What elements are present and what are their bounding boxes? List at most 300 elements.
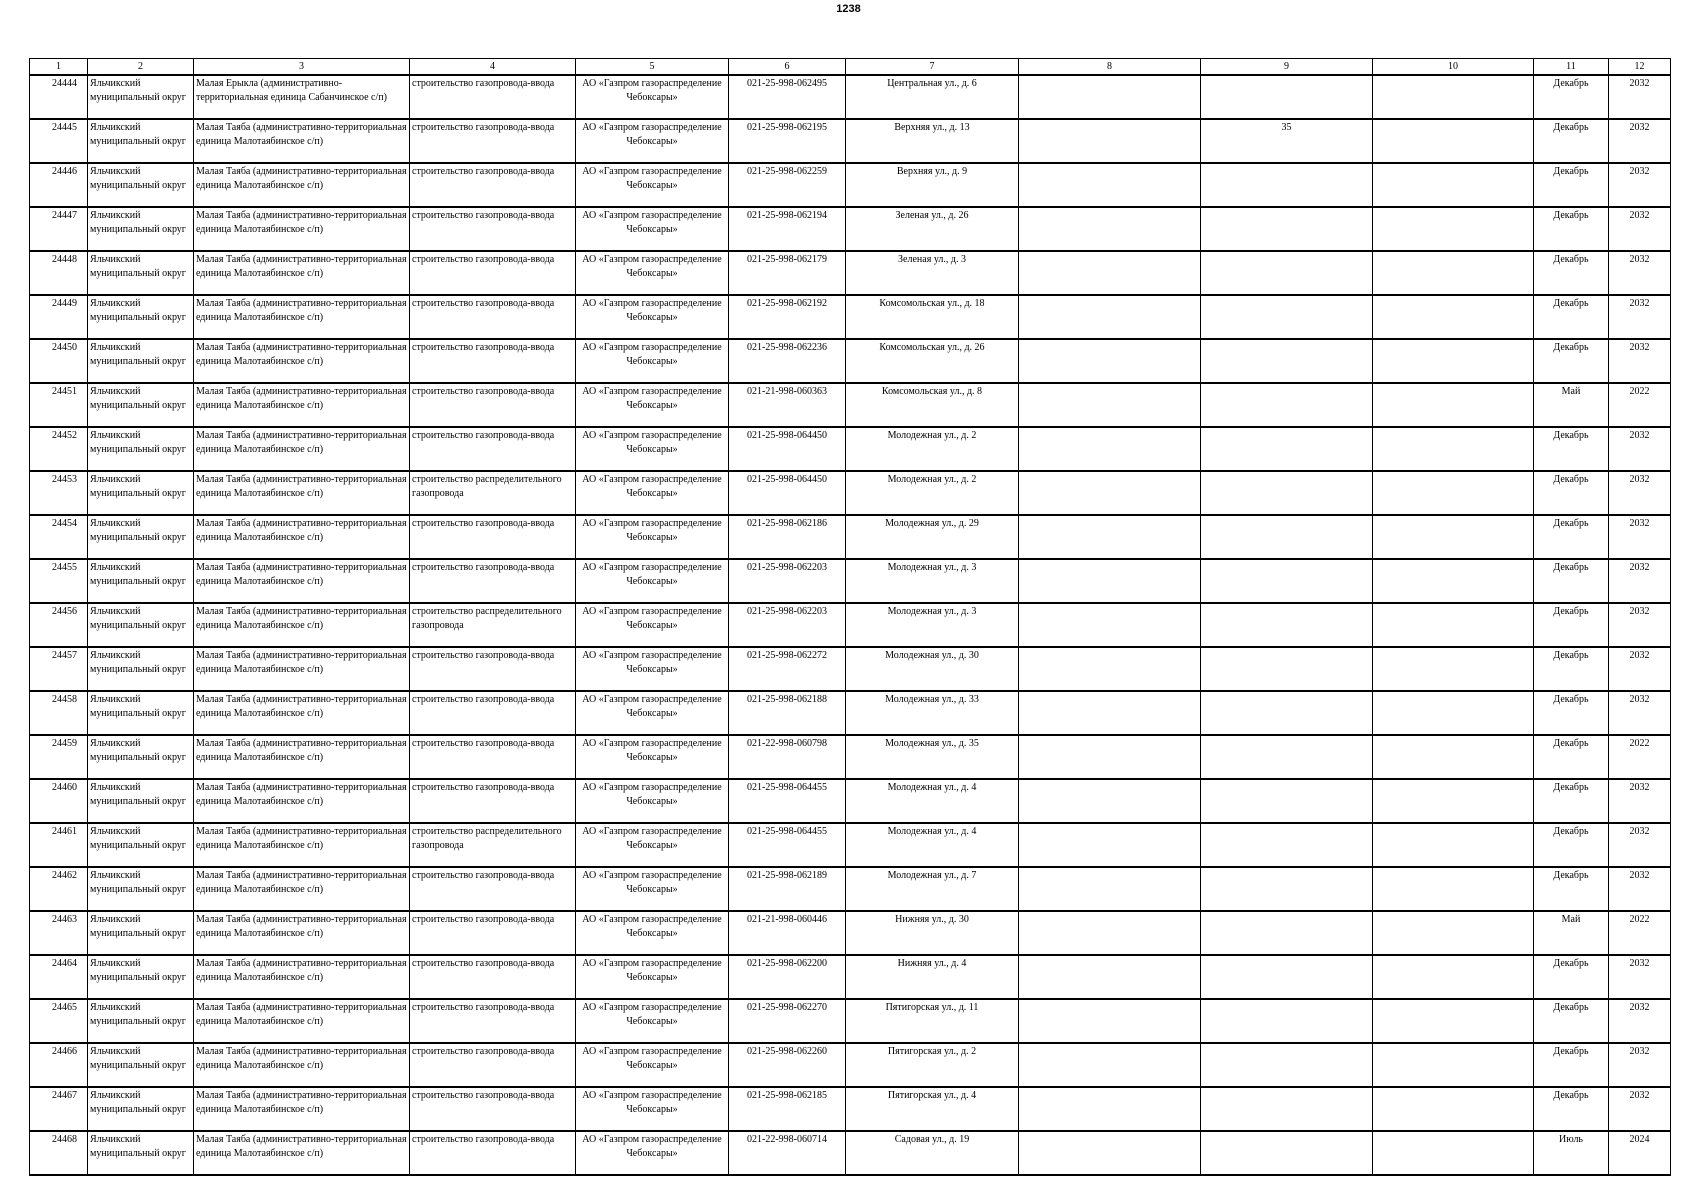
work-type-cell-text: строительство газопровода-ввода	[412, 914, 555, 925]
organization-cell	[576, 515, 729, 559]
work-type-cell-text: строительство распределительного газопровода	[412, 606, 562, 631]
column-8-cell	[1019, 427, 1201, 471]
code-cell-text: 021-25-998-064450	[747, 474, 827, 485]
row-number	[30, 867, 88, 911]
work-type-cell-text: строительство газопровода-ввода	[412, 122, 555, 133]
address-cell	[846, 955, 1019, 999]
row-number-text: 24459	[52, 738, 77, 749]
locality-cell	[194, 647, 410, 691]
code-cell	[729, 427, 846, 471]
column-header: 12	[1609, 59, 1671, 76]
code-cell-text: 021-25-998-062270	[747, 1002, 827, 1013]
column-9-cell	[1201, 339, 1373, 383]
work-type-cell	[410, 735, 576, 779]
table-row	[30, 75, 1671, 119]
address-cell-text: Центральная ул., д. 6	[887, 78, 977, 89]
code-cell	[729, 207, 846, 251]
locality-cell-text: Малая Таяба (административно-территориальная единица Малотаябинское с/п)	[196, 342, 407, 367]
column-8-cell	[1019, 119, 1201, 163]
month-cell-text: Декабрь	[1553, 606, 1589, 617]
year-cell-text: 2032	[1629, 562, 1650, 573]
locality-cell	[194, 867, 410, 911]
district-cell-text: Яльчикский муниципальный округ	[90, 474, 186, 499]
year-cell	[1609, 163, 1671, 207]
organization-cell	[576, 999, 729, 1043]
work-type-cell	[410, 163, 576, 207]
table-row	[30, 823, 1671, 867]
month-cell	[1534, 647, 1609, 691]
table-row	[30, 339, 1671, 383]
row-number-text: 24456	[52, 606, 77, 617]
year-cell-text: 2032	[1629, 606, 1650, 617]
row-number	[30, 691, 88, 735]
district-cell-text: Яльчикский муниципальный округ	[90, 210, 186, 235]
month-cell	[1534, 471, 1609, 515]
work-type-cell	[410, 999, 576, 1043]
year-cell-text: 2032	[1629, 1002, 1650, 1013]
district-cell-text: Яльчикский муниципальный округ	[90, 738, 186, 763]
district-cell	[88, 427, 194, 471]
column-9-cell	[1201, 383, 1373, 427]
locality-cell	[194, 559, 410, 603]
row-number	[30, 603, 88, 647]
year-cell	[1609, 295, 1671, 339]
address-cell	[846, 911, 1019, 955]
district-cell	[88, 735, 194, 779]
column-header: 11	[1534, 59, 1609, 76]
year-cell	[1609, 603, 1671, 647]
district-cell-text: Яльчикский муниципальный округ	[90, 1046, 186, 1071]
year-cell	[1609, 383, 1671, 427]
work-type-cell-text: строительство газопровода-ввода	[412, 562, 555, 573]
month-cell	[1534, 559, 1609, 603]
month-cell	[1534, 427, 1609, 471]
table-row	[30, 999, 1671, 1043]
district-cell-text: Яльчикский муниципальный округ	[90, 78, 186, 103]
row-number-text: 24453	[52, 474, 77, 485]
district-cell-text: Яльчикский муниципальный округ	[90, 166, 186, 191]
column-8-cell	[1019, 1043, 1201, 1087]
column-8-cell	[1019, 999, 1201, 1043]
registry-table	[29, 58, 1671, 1176]
table-row	[30, 603, 1671, 647]
row-number-text: 24464	[52, 958, 77, 969]
organization-cell	[576, 251, 729, 295]
work-type-cell	[410, 603, 576, 647]
work-type-cell	[410, 207, 576, 251]
code-cell	[729, 515, 846, 559]
year-cell	[1609, 75, 1671, 119]
row-number	[30, 119, 88, 163]
column-10-cell	[1373, 779, 1534, 823]
district-cell-text: Яльчикский муниципальный округ	[90, 958, 186, 983]
organization-cell-text: АО «Газпром газораспределение Чебоксары»	[582, 914, 722, 939]
address-cell	[846, 427, 1019, 471]
organization-cell-text: АО «Газпром газораспределение Чебоксары»	[582, 958, 722, 983]
district-cell	[88, 515, 194, 559]
year-cell	[1609, 207, 1671, 251]
row-number-text: 24448	[52, 254, 77, 265]
district-cell	[88, 911, 194, 955]
organization-cell-text: АО «Газпром газораспределение Чебоксары»	[582, 1090, 722, 1115]
year-cell-text: 2032	[1629, 694, 1650, 705]
organization-cell-text: АО «Газпром газораспределение Чебоксары»	[582, 298, 722, 323]
code-cell	[729, 383, 846, 427]
locality-cell	[194, 603, 410, 647]
month-cell-text: Декабрь	[1553, 298, 1589, 309]
locality-cell-text: Малая Таяба (административно-территориальная единица Малотаябинское с/п)	[196, 1046, 407, 1071]
organization-cell-text: АО «Газпром газораспределение Чебоксары»	[582, 386, 722, 411]
code-cell	[729, 691, 846, 735]
code-cell	[729, 559, 846, 603]
locality-cell-text: Малая Таяба (административно-территориальная единица Малотаябинское с/п)	[196, 122, 407, 147]
address-cell	[846, 75, 1019, 119]
month-cell	[1534, 735, 1609, 779]
row-number-text: 24449	[52, 298, 77, 309]
district-cell	[88, 647, 194, 691]
work-type-cell-text: строительство газопровода-ввода	[412, 650, 555, 661]
organization-cell-text: АО «Газпром газораспределение Чебоксары»	[582, 254, 722, 279]
address-cell-text: Молодежная ул., д. 35	[885, 738, 979, 749]
month-cell	[1534, 207, 1609, 251]
month-cell-text: Май	[1561, 386, 1581, 397]
column-9-cell	[1201, 251, 1373, 295]
code-cell-text: 021-22-998-060714	[747, 1134, 827, 1145]
locality-cell-text: Малая Таяба (административно-территориальная единица Малотаябинское с/п)	[196, 650, 407, 675]
year-cell	[1609, 867, 1671, 911]
work-type-cell	[410, 471, 576, 515]
address-cell-text: Зеленая ул., д. 3	[898, 254, 966, 265]
district-cell	[88, 383, 194, 427]
column-header: 6	[729, 59, 846, 76]
district-cell	[88, 1087, 194, 1131]
district-cell	[88, 1043, 194, 1087]
column-header: 1	[30, 59, 88, 76]
row-number-text: 24450	[52, 342, 77, 353]
row-number	[30, 75, 88, 119]
year-cell-text: 2032	[1629, 166, 1650, 177]
year-cell-text: 2022	[1629, 738, 1650, 749]
month-cell	[1534, 75, 1609, 119]
month-cell-text: Декабрь	[1553, 562, 1589, 573]
code-cell-text: 021-25-998-062272	[747, 650, 827, 661]
code-cell-text: 021-21-998-060446	[747, 914, 827, 925]
district-cell-text: Яльчикский муниципальный округ	[90, 1002, 186, 1027]
year-cell-text: 2032	[1629, 342, 1650, 353]
code-cell-text: 021-25-998-062189	[747, 870, 827, 881]
code-cell-text: 021-25-998-062185	[747, 1090, 827, 1101]
organization-cell-text: АО «Газпром газораспределение Чебоксары»	[582, 78, 722, 103]
work-type-cell-text: строительство газопровода-ввода	[412, 430, 555, 441]
year-cell	[1609, 339, 1671, 383]
locality-cell	[194, 471, 410, 515]
organization-cell-text: АО «Газпром газораспределение Чебоксары»	[582, 694, 722, 719]
organization-cell	[576, 1043, 729, 1087]
work-type-cell	[410, 295, 576, 339]
column-header: 8	[1019, 59, 1201, 76]
month-cell-text: Декабрь	[1553, 342, 1589, 353]
year-cell-text: 2032	[1629, 782, 1650, 793]
year-cell-text: 2032	[1629, 254, 1650, 265]
column-9-cell	[1201, 911, 1373, 955]
locality-cell-text: Малая Таяба (административно-территориальная единица Малотаябинское с/п)	[196, 1134, 407, 1159]
code-cell	[729, 955, 846, 999]
address-cell	[846, 823, 1019, 867]
row-number-text: 24458	[52, 694, 77, 705]
locality-cell-text: Малая Ерыкла (административно-территориальная единица Сабанчинское с/п)	[196, 78, 387, 103]
organization-cell	[576, 163, 729, 207]
locality-cell	[194, 339, 410, 383]
code-cell	[729, 603, 846, 647]
address-cell-text: Пятигорская ул., д. 2	[887, 1046, 977, 1057]
organization-cell	[576, 779, 729, 823]
address-cell	[846, 251, 1019, 295]
district-cell-text: Яльчикский муниципальный округ	[90, 694, 186, 719]
locality-cell	[194, 383, 410, 427]
code-cell-text: 021-25-998-062200	[747, 958, 827, 969]
code-cell-text: 021-25-998-062495	[747, 78, 827, 89]
year-cell	[1609, 911, 1671, 955]
year-cell	[1609, 515, 1671, 559]
work-type-cell-text: строительство газопровода-ввода	[412, 958, 555, 969]
district-cell-text: Яльчикский муниципальный округ	[90, 562, 186, 587]
column-10-cell	[1373, 559, 1534, 603]
column-8-cell	[1019, 647, 1201, 691]
work-type-cell-text: строительство газопровода-ввода	[412, 1002, 555, 1013]
column-8-cell	[1019, 911, 1201, 955]
year-cell-text: 2032	[1629, 650, 1650, 661]
district-cell	[88, 295, 194, 339]
code-cell-text: 021-25-998-062188	[747, 694, 827, 705]
work-type-cell-text: строительство газопровода-ввода	[412, 342, 555, 353]
district-cell-text: Яльчикский муниципальный округ	[90, 254, 186, 279]
code-cell	[729, 119, 846, 163]
column-8-cell	[1019, 735, 1201, 779]
locality-cell	[194, 1043, 410, 1087]
row-number	[30, 559, 88, 603]
year-cell	[1609, 119, 1671, 163]
column-9-cell	[1201, 75, 1373, 119]
column-8-cell	[1019, 383, 1201, 427]
month-cell	[1534, 779, 1609, 823]
column-10-cell	[1373, 999, 1534, 1043]
work-type-cell	[410, 559, 576, 603]
column-number-row	[30, 59, 1671, 76]
district-cell	[88, 691, 194, 735]
code-cell-text: 021-25-998-064455	[747, 782, 827, 793]
column-10-cell	[1373, 471, 1534, 515]
column-8-cell	[1019, 691, 1201, 735]
organization-cell	[576, 647, 729, 691]
district-cell	[88, 339, 194, 383]
code-cell	[729, 779, 846, 823]
row-number	[30, 427, 88, 471]
year-cell-text: 2032	[1629, 826, 1650, 837]
locality-cell-text: Малая Таяба (административно-территориальная единица Малотаябинское с/п)	[196, 298, 407, 323]
organization-cell	[576, 1131, 729, 1175]
work-type-cell-text: строительство газопровода-ввода	[412, 210, 555, 221]
month-cell	[1534, 515, 1609, 559]
organization-cell-text: АО «Газпром газораспределение Чебоксары»	[582, 1046, 722, 1071]
row-number-text: 24467	[52, 1090, 77, 1101]
organization-cell-text: АО «Газпром газораспределение Чебоксары»	[582, 166, 722, 191]
district-cell-text: Яльчикский муниципальный округ	[90, 782, 186, 807]
year-cell	[1609, 691, 1671, 735]
organization-cell-text: АО «Газпром газораспределение Чебоксары»	[582, 122, 722, 147]
row-number-text: 24446	[52, 166, 77, 177]
column-10-cell	[1373, 515, 1534, 559]
row-number	[30, 295, 88, 339]
address-cell-text: Молодежная ул., д. 3	[887, 606, 977, 617]
work-type-cell	[410, 427, 576, 471]
month-cell-text: Декабрь	[1553, 1046, 1589, 1057]
organization-cell	[576, 471, 729, 515]
page-number: 1238	[836, 3, 861, 15]
column-10-cell	[1373, 207, 1534, 251]
locality-cell	[194, 691, 410, 735]
district-cell	[88, 867, 194, 911]
locality-cell	[194, 75, 410, 119]
district-cell-text: Яльчикский муниципальный округ	[90, 826, 186, 851]
code-cell	[729, 251, 846, 295]
column-10-cell	[1373, 603, 1534, 647]
table-row	[30, 735, 1671, 779]
code-cell-text: 021-22-998-060798	[747, 738, 827, 749]
column-10-cell	[1373, 955, 1534, 999]
locality-cell-text: Малая Таяба (административно-территориальная единица Малотаябинское с/п)	[196, 166, 407, 191]
year-cell	[1609, 1043, 1671, 1087]
column-9-cell	[1201, 647, 1373, 691]
month-cell	[1534, 119, 1609, 163]
table-row	[30, 119, 1671, 163]
table-row	[30, 1131, 1671, 1175]
work-type-cell	[410, 383, 576, 427]
month-cell-text: Декабрь	[1553, 210, 1589, 221]
table-row	[30, 383, 1671, 427]
row-number-text: 24455	[52, 562, 77, 573]
organization-cell-text: АО «Газпром газораспределение Чебоксары»	[582, 606, 722, 631]
work-type-cell	[410, 1087, 576, 1131]
column-10-cell	[1373, 75, 1534, 119]
address-cell-text: Комсомольская ул., д. 8	[881, 386, 983, 397]
organization-cell-text: АО «Газпром газораспределение Чебоксары»	[582, 210, 722, 235]
address-cell-text: Комсомольская ул., д. 26	[879, 342, 985, 353]
year-cell-text: 2032	[1629, 474, 1650, 485]
locality-cell-text: Малая Таяба (административно-территориальная единица Малотаябинское с/п)	[196, 694, 407, 719]
district-cell-text: Яльчикский муниципальный округ	[90, 1090, 186, 1115]
locality-cell	[194, 911, 410, 955]
address-cell-text: Пятигорская ул., д. 11	[885, 1002, 979, 1013]
month-cell	[1534, 1087, 1609, 1131]
year-cell	[1609, 471, 1671, 515]
code-cell-text: 021-25-998-062203	[747, 606, 827, 617]
column-9-cell	[1201, 779, 1373, 823]
column-10-cell	[1373, 383, 1534, 427]
year-cell-text: 2032	[1629, 518, 1650, 529]
column-10-cell	[1373, 295, 1534, 339]
column-9-cell	[1201, 427, 1373, 471]
table-row	[30, 163, 1671, 207]
code-cell	[729, 75, 846, 119]
locality-cell	[194, 823, 410, 867]
address-cell-text: Верхняя ул., д. 9	[896, 166, 968, 177]
column-8-cell	[1019, 295, 1201, 339]
district-cell	[88, 163, 194, 207]
district-cell	[88, 955, 194, 999]
month-cell-text: Декабрь	[1553, 1090, 1589, 1101]
row-number	[30, 1131, 88, 1175]
locality-cell	[194, 735, 410, 779]
code-cell-text: 021-25-998-062259	[747, 166, 827, 177]
district-cell-text: Яльчикский муниципальный округ	[90, 914, 186, 939]
organization-cell	[576, 295, 729, 339]
work-type-cell	[410, 691, 576, 735]
column-9-cell-text: 35	[1281, 122, 1292, 133]
work-type-cell	[410, 779, 576, 823]
work-type-cell	[410, 251, 576, 295]
locality-cell-text: Малая Таяба (административно-территориальная единица Малотаябинское с/п)	[196, 254, 407, 279]
organization-cell-text: АО «Газпром газораспределение Чебоксары»	[582, 430, 722, 455]
locality-cell	[194, 427, 410, 471]
code-cell-text: 021-25-998-062179	[747, 254, 827, 265]
year-cell	[1609, 1131, 1671, 1175]
year-cell	[1609, 735, 1671, 779]
month-cell	[1534, 603, 1609, 647]
district-cell	[88, 559, 194, 603]
address-cell	[846, 1131, 1019, 1175]
organization-cell	[576, 207, 729, 251]
column-8-cell	[1019, 515, 1201, 559]
locality-cell-text: Малая Таяба (административно-территориальная единица Малотаябинское с/п)	[196, 386, 407, 411]
work-type-cell-text: строительство газопровода-ввода	[412, 870, 555, 881]
work-type-cell	[410, 823, 576, 867]
column-9-cell	[1201, 999, 1373, 1043]
work-type-cell-text: строительство газопровода-ввода	[412, 78, 555, 89]
address-cell-text: Молодежная ул., д. 2	[887, 430, 977, 441]
column-header: 4	[410, 59, 576, 76]
locality-cell	[194, 1087, 410, 1131]
address-cell-text: Молодежная ул., д. 4	[887, 826, 977, 837]
code-cell-text: 021-25-998-062195	[747, 122, 827, 133]
organization-cell-text: АО «Газпром газораспределение Чебоксары»	[582, 342, 722, 367]
row-number	[30, 735, 88, 779]
row-number-text: 24463	[52, 914, 77, 925]
address-cell	[846, 559, 1019, 603]
locality-cell-text: Малая Таяба (административно-территориальная единица Малотаябинское с/п)	[196, 782, 407, 807]
month-cell	[1534, 911, 1609, 955]
table-row	[30, 515, 1671, 559]
district-cell	[88, 471, 194, 515]
row-number-text: 24461	[52, 826, 77, 837]
month-cell-text: Декабрь	[1553, 694, 1589, 705]
column-10-cell	[1373, 119, 1534, 163]
district-cell	[88, 75, 194, 119]
column-9-cell	[1201, 163, 1373, 207]
year-cell-text: 2032	[1629, 78, 1650, 89]
address-cell	[846, 383, 1019, 427]
column-9-cell	[1201, 735, 1373, 779]
month-cell-text: Декабрь	[1553, 122, 1589, 133]
table-row	[30, 251, 1671, 295]
column-9-cell	[1201, 515, 1373, 559]
column-10-cell	[1373, 823, 1534, 867]
organization-cell-text: АО «Газпром газораспределение Чебоксары»	[582, 738, 722, 763]
column-10-cell	[1373, 427, 1534, 471]
year-cell-text: 2032	[1629, 870, 1650, 881]
table-row	[30, 427, 1671, 471]
column-9-cell	[1201, 603, 1373, 647]
code-cell	[729, 823, 846, 867]
